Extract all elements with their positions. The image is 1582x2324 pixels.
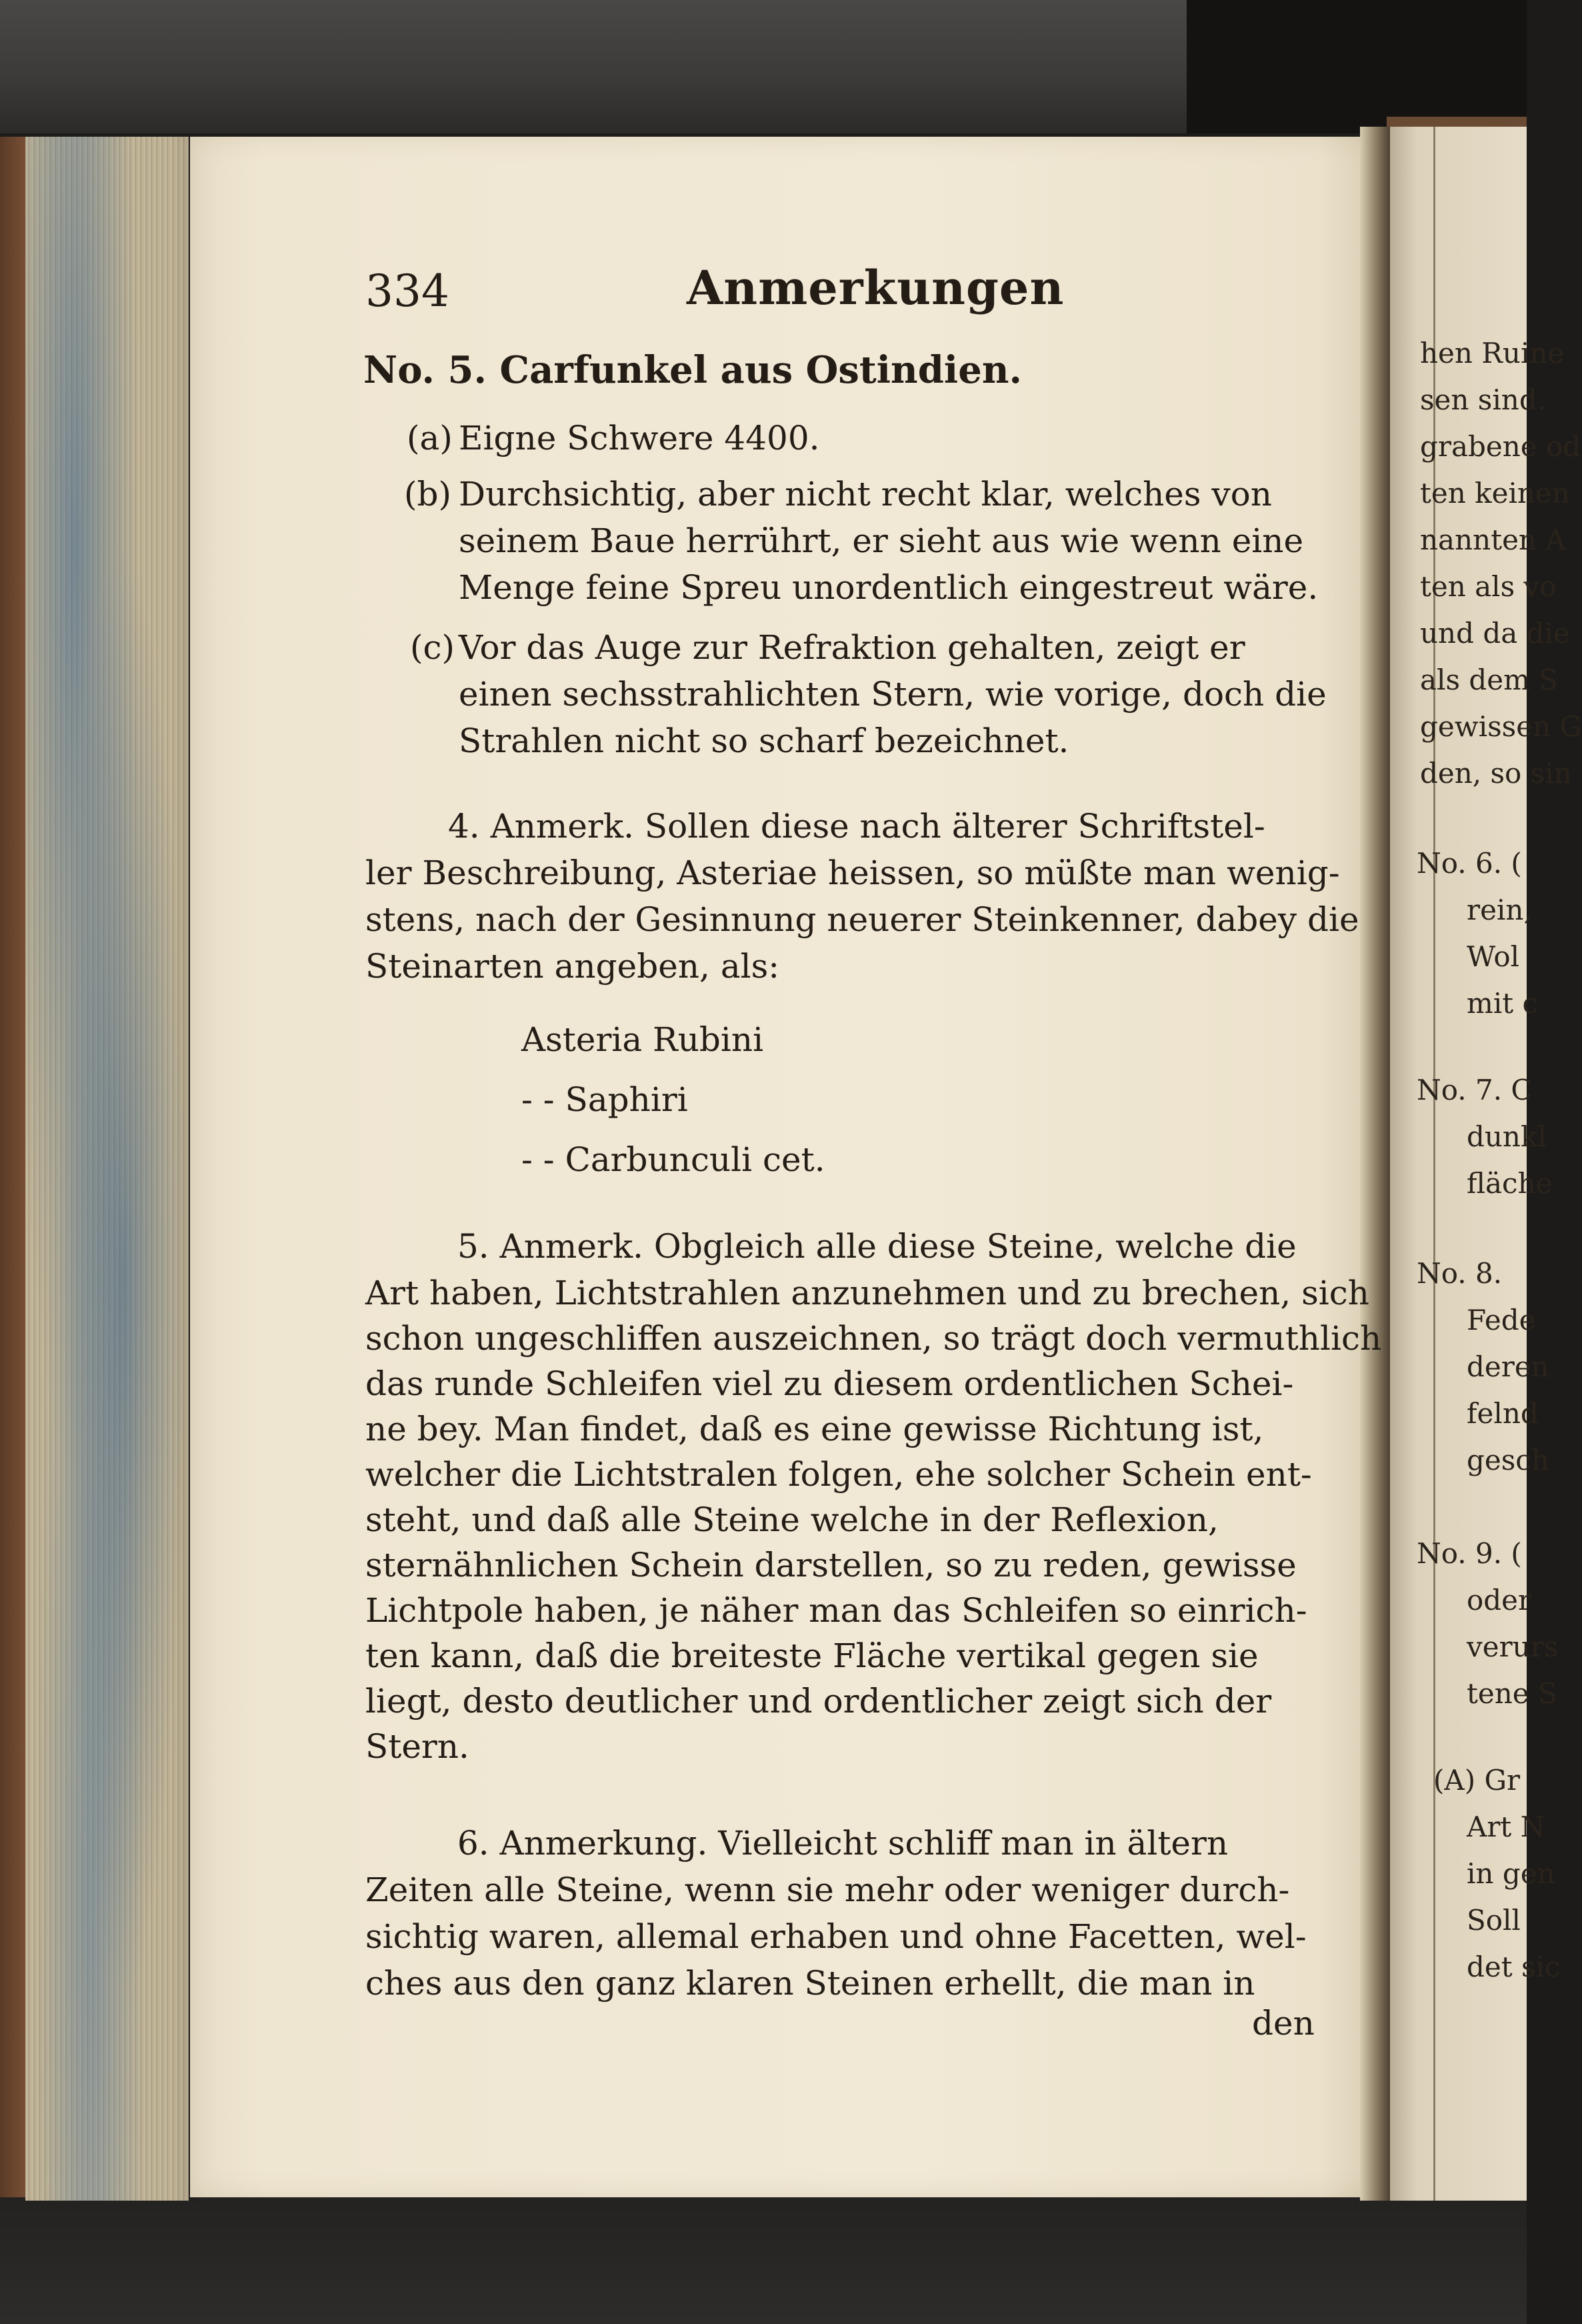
background-bottom — [0, 2194, 1527, 2324]
right-page-fragment: als dem S — [1420, 664, 1559, 696]
note5-line: steht, und daß alle Steine welche in der Reflexion, — [365, 1500, 1219, 1539]
right-page-fragment: No. 9. ( — [1417, 1537, 1522, 1570]
note6-line: sichtig waren, allemal erhaben und ohne Facetten, wel- — [365, 1917, 1307, 1956]
right-page-fragment: fläche — [1467, 1167, 1553, 1200]
note4-line-4: Steinarten angeben, als: — [365, 947, 780, 986]
note4-line-3: stens, nach der Gesinnung neuerer Steinkenner, dabey die — [365, 900, 1359, 939]
right-page-fragment: deren — [1467, 1350, 1549, 1383]
asteria-list-item: Asteria Rubini — [521, 1020, 764, 1059]
right-page-fragment: grabene od — [1420, 430, 1581, 463]
note5-line: Lichtpole haben, je näher man das Schleifen so einrich- — [365, 1591, 1307, 1630]
right-page-fragment: oder — [1467, 1584, 1532, 1616]
right-page-fragment: Fede — [1467, 1304, 1536, 1336]
right-page-fragment: ten als vo — [1420, 570, 1557, 603]
right-page-fragment: No. 7. C — [1417, 1074, 1533, 1106]
note6-line: Zeiten alle Steine, wenn sie mehr oder weniger durch- — [365, 1871, 1290, 1909]
note5-line: 5. Anmerk. Obgleich alle diese Steine, welche die — [457, 1227, 1297, 1266]
section-heading: No. 5. Carfunkel aus Ostindien. — [363, 348, 1023, 392]
page-number: 334 — [365, 265, 449, 317]
book-cover-edge — [0, 137, 27, 2197]
right-page-fragment: gewissen G — [1420, 710, 1582, 743]
item-b-line-2: seinem Baue herrührt, er sieht aus wie wenn eine — [459, 521, 1304, 560]
right-page-fragment: hen Ruine — [1420, 337, 1565, 369]
note5-line: schon ungeschliffen auszeichnen, so trägt doch vermuthlich — [365, 1319, 1382, 1358]
right-page-fragment: in gen — [1467, 1857, 1555, 1890]
right-page-fragment: rein, — [1467, 894, 1533, 926]
item-c-line-3: Strahlen nicht so scharf bezeichnet. — [459, 722, 1069, 760]
right-page-fragment: det sic — [1467, 1951, 1561, 1983]
right-page-fragment: felnd — [1467, 1397, 1539, 1430]
right-page-fragment: verurs — [1467, 1630, 1559, 1663]
item-c-line-1: Vor das Auge zur Refraktion gehalten, zeigt er — [459, 628, 1245, 667]
note5-line: Stern. — [365, 1727, 469, 1766]
note5-line: das runde Schleifen viel zu diesem ordentlichen Schei- — [365, 1364, 1294, 1403]
right-page-fragment: sen sind. — [1420, 383, 1547, 416]
right-page-fragment: Wol — [1467, 940, 1520, 973]
right-page-fragment: dunkl — [1467, 1120, 1547, 1153]
note5-line: welcher die Lichtstralen folgen, ehe solcher Schein ent- — [365, 1455, 1312, 1494]
item-a-line-1: Eigne Schwere 4400. — [459, 419, 820, 457]
right-page-fragment: ten keinen — [1420, 477, 1570, 509]
right-page-fragment: den, so sin — [1420, 757, 1572, 790]
right-page-fragment: und da die — [1420, 617, 1570, 650]
note4-line-1: 4. Anmerk. Sollen diese nach älterer Schriftstel- — [448, 807, 1265, 846]
right-page-fragment: No. 8. — [1417, 1257, 1503, 1290]
right-page-fragment: Art N — [1467, 1811, 1545, 1843]
marbled-fore-edge — [25, 137, 189, 2201]
asteria-list-item: - - Carbunculi cet. — [521, 1140, 825, 1179]
running-head: Anmerkungen — [687, 260, 1065, 315]
right-page-fragment: Soll — [1467, 1904, 1521, 1937]
right-page-fragment: tene S — [1467, 1677, 1557, 1710]
note4-line-2: ler Beschreibung, Asteriae heissen, so müßte man wenig- — [365, 854, 1340, 892]
catchword: den — [1252, 2004, 1315, 2043]
note6-line: 6. Anmerkung. Vielleicht schliff man in ältern — [457, 1824, 1229, 1863]
note6-line: ches aus den ganz klaren Steinen erhellt, die man in — [365, 1964, 1255, 2003]
right-page-fragment: nannten A — [1420, 523, 1566, 556]
asteria-list-item: - - Saphiri — [521, 1080, 688, 1119]
right-page-fragment: gesch — [1467, 1444, 1549, 1476]
note5-line: sternähnlichen Schein darstellen, so zu reden, gewisse — [365, 1546, 1297, 1584]
right-page-fragment: No. 6. ( — [1417, 847, 1522, 880]
right-page-fragment: (A) Gr — [1433, 1764, 1521, 1797]
item-a-label: (a) — [407, 419, 453, 457]
note5-line: ten kann, daß die breiteste Fläche vertikal gegen sie — [365, 1636, 1259, 1675]
background-top-right — [1187, 0, 1527, 133]
note5-line: liegt, desto deutlicher und ordentlicher zeigt sich der — [365, 1682, 1272, 1720]
item-b-label: (b) — [404, 475, 452, 513]
right-page-fragment: mit c — [1467, 987, 1539, 1020]
gutter — [1360, 127, 1393, 2201]
item-b-line-3: Menge feine Spreu unordentlich eingestreut wäre. — [459, 568, 1319, 607]
note5-line: Art haben, Lichtstrahlen anzunehmen und zu brechen, sich — [365, 1274, 1369, 1312]
item-c-label: (c) — [410, 628, 455, 667]
note5-line: ne bey. Man findet, daß es eine gewisse Richtung ist, — [365, 1410, 1264, 1448]
item-b-line-1: Durchsichtig, aber nicht recht klar, welches von — [459, 475, 1272, 513]
item-c-line-2: einen sechsstrahlichten Stern, wie vorige, doch die — [459, 675, 1327, 714]
